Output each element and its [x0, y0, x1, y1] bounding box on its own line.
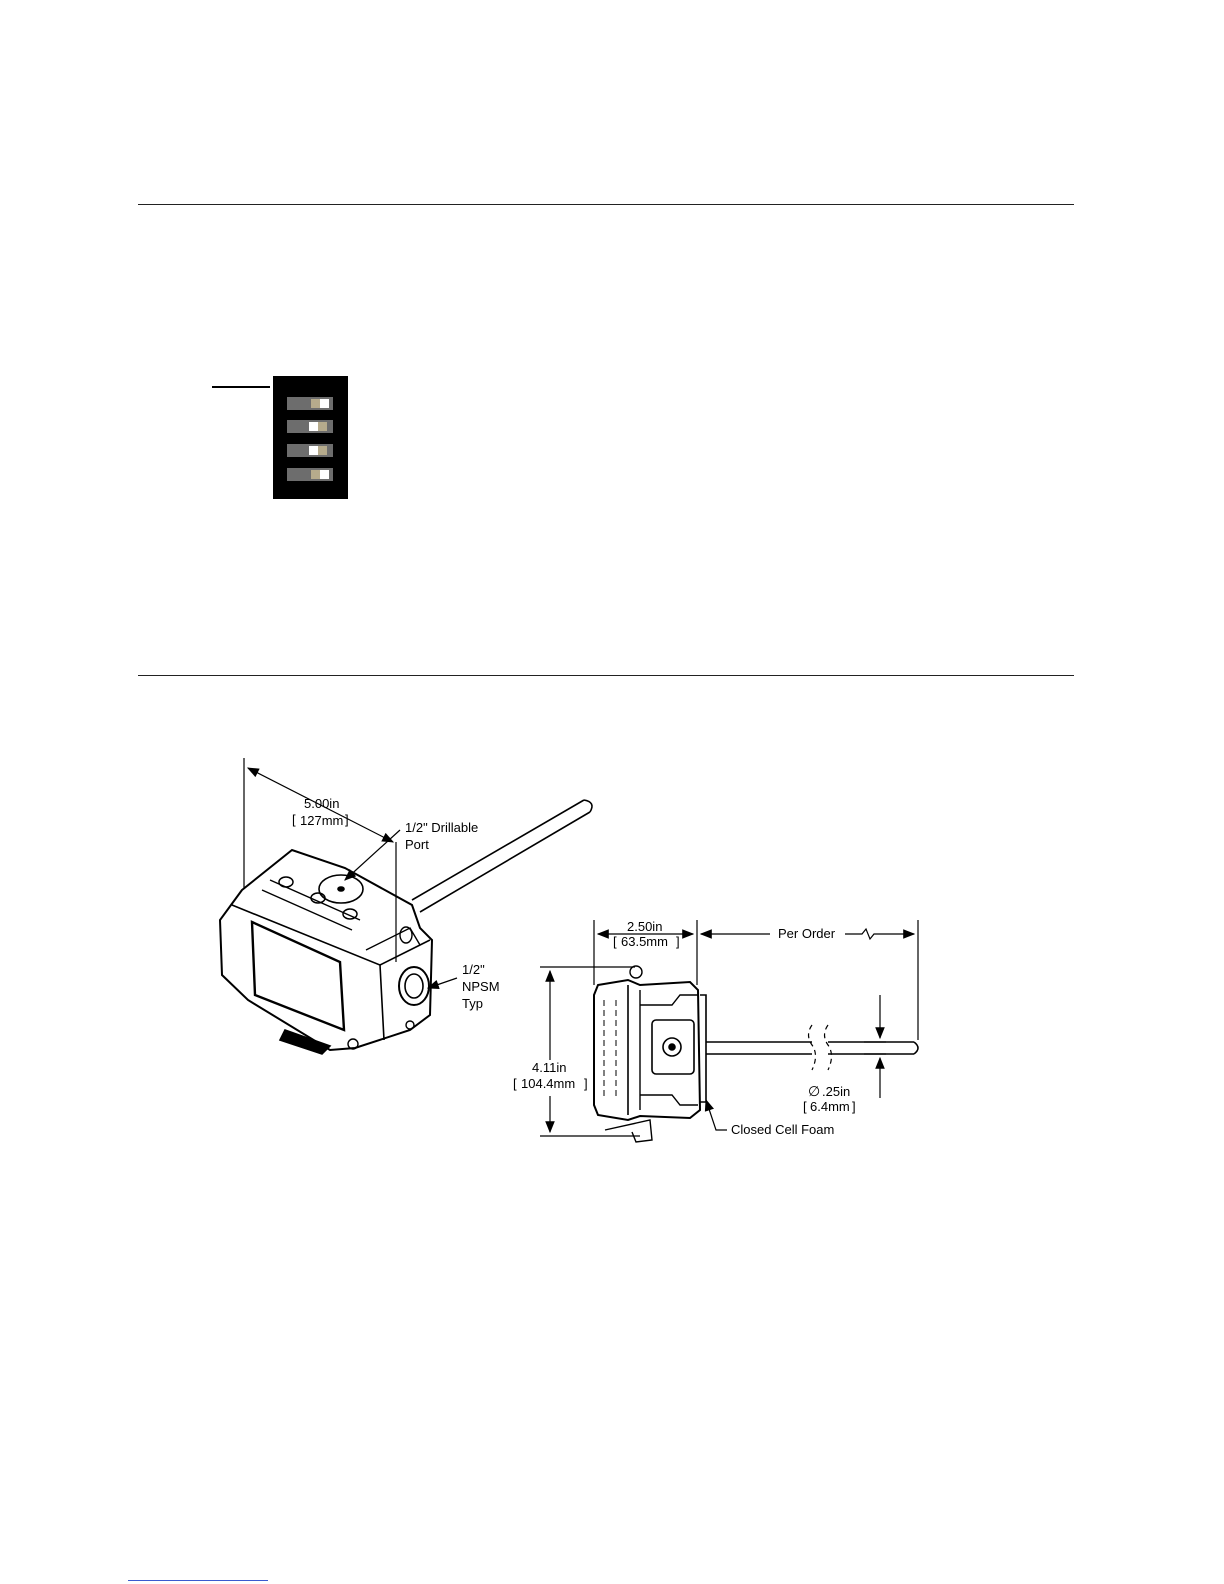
diameter-mm: 6.4mm	[810, 1099, 850, 1114]
iso-length-mm: 127mm	[300, 813, 344, 828]
iso-length-bracket-close: ]	[345, 812, 349, 827]
height-bracket-open: [	[513, 1076, 517, 1091]
npsm-label-line1: 1/2"	[462, 962, 485, 977]
depth-in: 2.50in	[627, 919, 663, 934]
diameter-bracket-open: [	[803, 1099, 807, 1114]
diameter-in: .25in	[822, 1084, 851, 1099]
height-bracket-close: ]	[584, 1076, 588, 1091]
diameter-bracket-close: ]	[852, 1099, 856, 1114]
npsm-label-line3: Typ	[462, 996, 483, 1011]
probe-length-label: Per Order	[778, 926, 836, 941]
height-in: 4.11in	[532, 1060, 567, 1075]
foam-label: Closed Cell Foam	[731, 1122, 835, 1137]
depth-mm: 63.5mm	[621, 934, 668, 949]
height-mm: 104.4mm	[521, 1076, 576, 1091]
iso-length-bracket-open: [	[292, 812, 296, 827]
iso-length-in: 5.00in	[304, 796, 340, 811]
npsm-label-line2: NPSM	[462, 979, 500, 994]
side-view	[540, 920, 918, 1142]
port-label-line2: Port	[405, 837, 429, 852]
footer-link-underline[interactable]	[128, 1580, 268, 1581]
diameter-symbol: ∅	[808, 1083, 821, 1099]
port-label-line1: 1/2" Drillable	[405, 820, 479, 835]
depth-bracket-open: [	[613, 934, 617, 949]
depth-bracket-close: ]	[676, 934, 680, 949]
isometric-view	[220, 758, 592, 1054]
